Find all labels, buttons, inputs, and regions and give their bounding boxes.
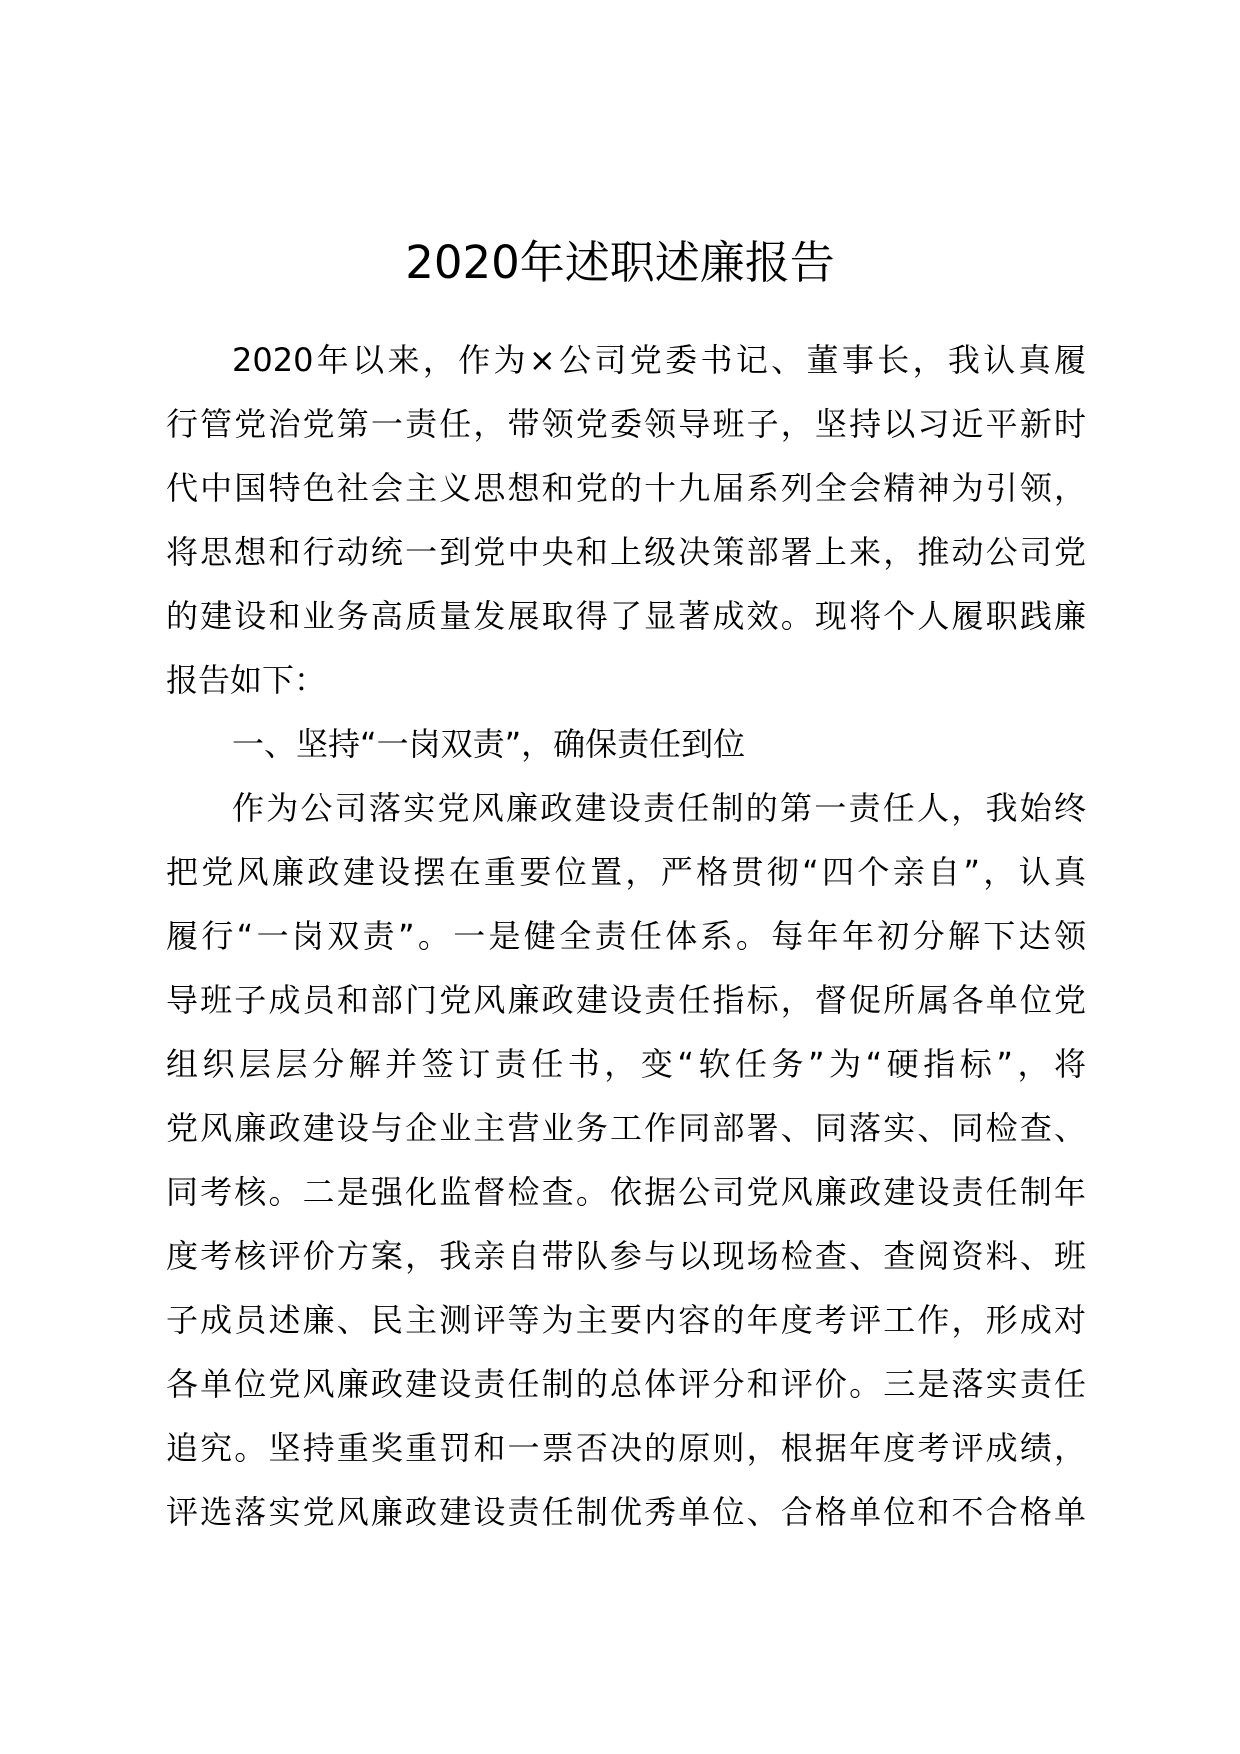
body-line-12: 评选落实党风廉政建设责任制优秀单位、合格单位和不合格单: [166, 1493, 1086, 1531]
intro-line-6: 报告如下：: [166, 661, 327, 699]
intro-line-2: 行管党治党第一责任，带领党委领导班子，坚持以习近平新时: [166, 405, 1086, 443]
body-line-8: 度考核评价方案，我亲自带队参与以现场检查、查阅资料、班: [166, 1237, 1086, 1275]
body-line-1: 作为公司落实党风廉政建设责任制的第一责任人，我始终: [232, 789, 1086, 827]
body-line-11: 追究。坚持重奖重罚和一票否决的原则，根据年度考评成绩，: [166, 1429, 1086, 1467]
intro-line-3: 代中国特色社会主义思想和党的十九届系列全会精神为引领，: [166, 469, 1086, 507]
body-line-10: 各单位党风廉政建设责任制的总体评分和评价。三是落实责任: [166, 1365, 1086, 1403]
intro-line-1: 2020年以来，作为×公司党委书记、董事长，我认真履: [232, 341, 1086, 379]
section-heading-1: 一、坚持“一岗双责”，确保责任到位: [232, 725, 746, 763]
body-line-5: 组织层层分解并签订责任书，变“软任务”为“硬指标”，将: [166, 1045, 1086, 1083]
body-line-7: 同考核。二是强化监督检查。依据公司党风廉政建设责任制年: [166, 1173, 1086, 1211]
body-line-6: 党风廉政建设与企业主营业务工作同部署、同落实、同检查、: [166, 1109, 1086, 1147]
intro-line-5: 的建设和业务高质量发展取得了显著成效。现将个人履职践廉: [166, 597, 1086, 635]
body-line-3: 履行“一岗双责”。一是健全责任体系。每年年初分解下达领: [166, 917, 1086, 955]
page-title: 2020年述职述廉报告: [405, 236, 835, 289]
body-line-4: 导班子成员和部门党风廉政建设责任指标，督促所属各单位党: [166, 981, 1086, 1019]
intro-line-4: 将思想和行动统一到党中央和上级决策部署上来，推动公司党: [166, 533, 1086, 571]
body-line-9: 子成员述廉、民主测评等为主要内容的年度考评工作，形成对: [166, 1301, 1086, 1339]
body-line-2: 把党风廉政建设摆在重要位置，严格贯彻“四个亲自”，认真: [166, 853, 1086, 891]
